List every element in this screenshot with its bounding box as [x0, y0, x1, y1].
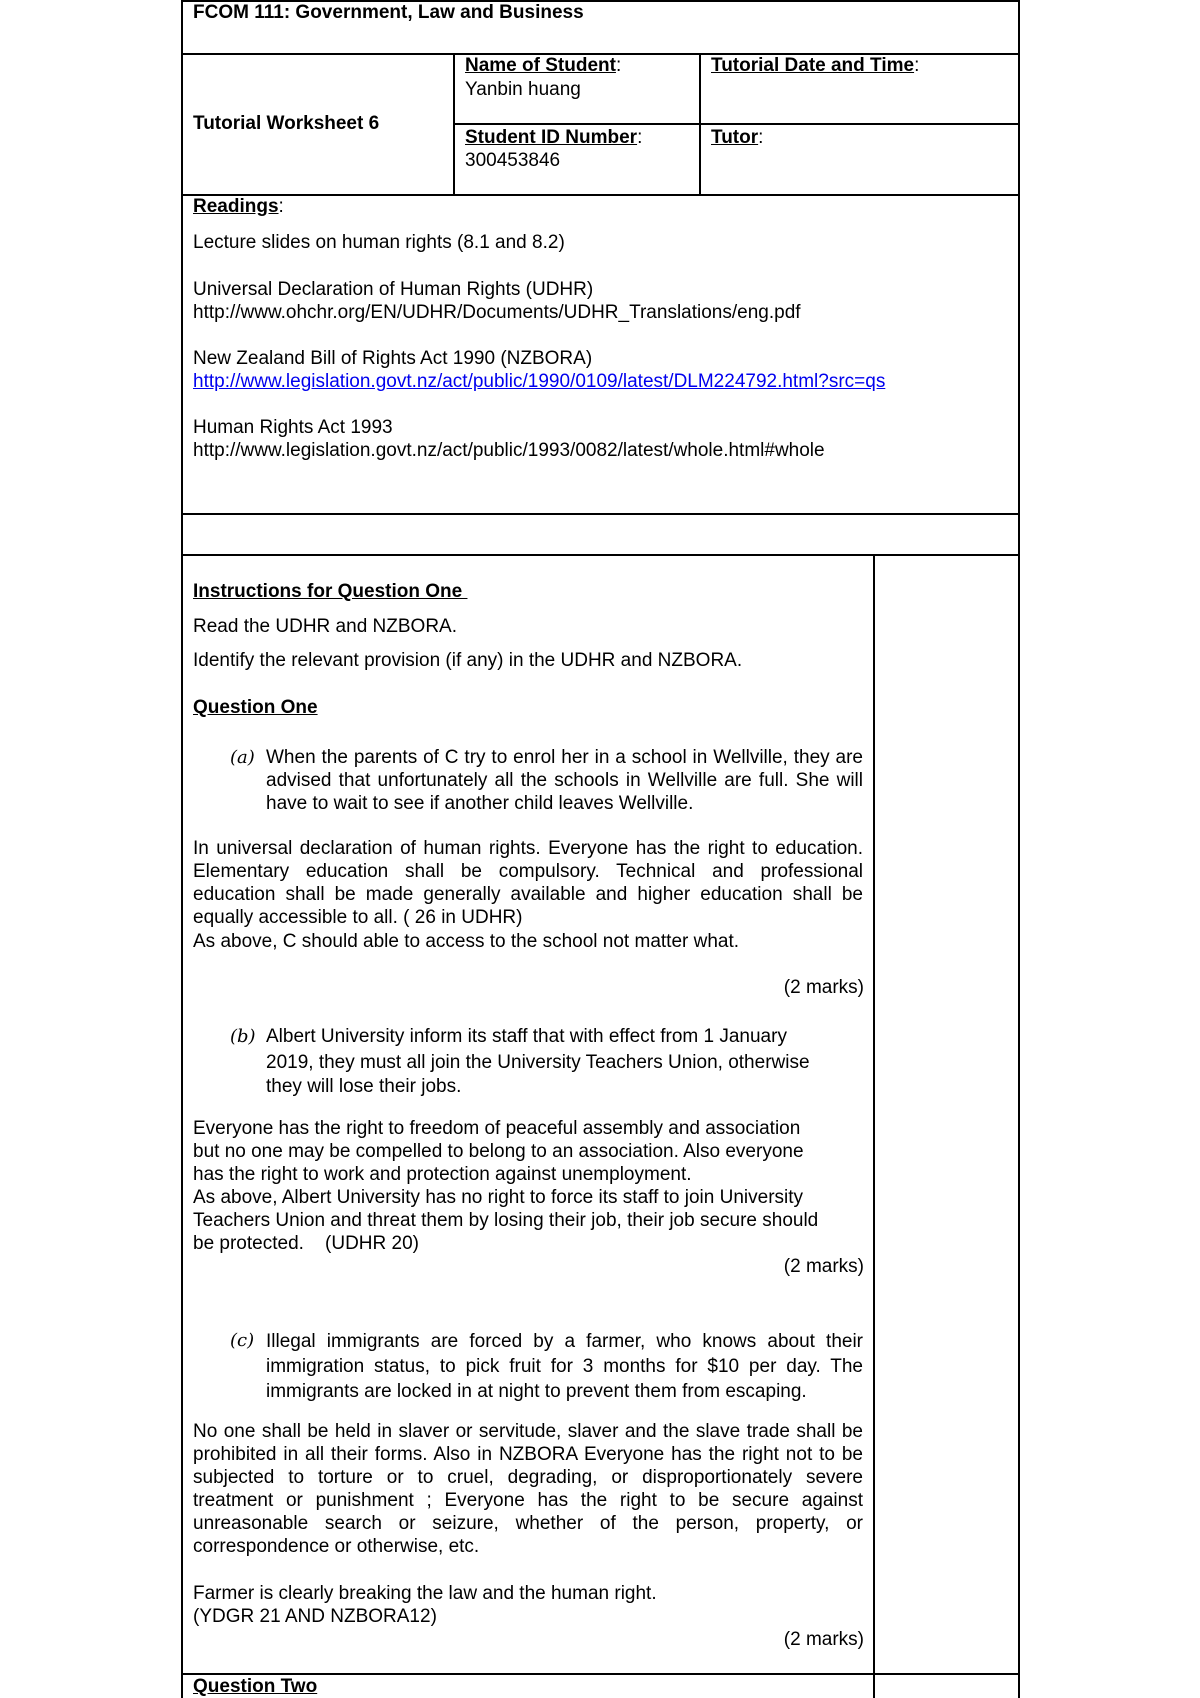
- course-title: FCOM 111: Government, Law and Business: [193, 2, 584, 23]
- instruction-text: Read the UDHR and NZBORA.: [193, 616, 457, 637]
- worksheet-title: Tutorial Worksheet 6: [193, 113, 380, 134]
- part-c-prompt: Illegal immigrants are forced by a farmer, who knows about their immigration status, to pick fruit for 3 months for $10 per day. The immigrants are locked in at night to prevent them from escaping.: [266, 1331, 863, 1402]
- part-c-marks: (2 marks): [783, 1629, 864, 1650]
- part-b-prompt: 2019, they must all join the University Teachers Union, otherwise: [266, 1052, 810, 1073]
- instruction-text: Identify the relevant provision (if any) in the UDHR and NZBORA.: [193, 650, 743, 671]
- part-a-label: (a): [230, 747, 255, 768]
- student-name-value: Yanbin huang: [465, 79, 581, 100]
- row-divider: [181, 194, 1020, 196]
- part-a-answer: In universal declaration of human rights. Everyone has the right to education. Elementary education shall be compulsory. Technical and professional education shall be made generally available and higher education shall be equally accessible to all. ( 26 in UDHR): [193, 838, 863, 928]
- student-name-field: [465, 54, 621, 77]
- col-divider: [873, 554, 875, 1698]
- part-c-answer: Farmer is clearly breaking the law and the human right.: [193, 1583, 657, 1604]
- row-divider: [181, 513, 1020, 515]
- student-id-value: 300453846: [465, 150, 561, 171]
- part-a-prompt: When the parents of C try to enrol her in a school in Wellville, they are advised that unfortunately all the schools in Wellville are full. She will have to wait to see if another child leaves Wellville.: [266, 747, 863, 814]
- reading-lecture-slides: Lecture slides on human rights (8.1 and 8.2): [193, 232, 565, 253]
- part-c-answer: (YDGR 21 AND NZBORA12): [193, 1606, 437, 1627]
- student-name-label: Name of Student: [465, 55, 616, 76]
- part-b-prompt: they will lose their jobs.: [266, 1076, 462, 1097]
- colon: :: [914, 55, 920, 76]
- student-id-label: Student ID Number: [465, 127, 638, 148]
- part-b-answer: but no one may be compelled to belong to an association. Also everyone: [193, 1141, 804, 1162]
- part-b-marks: (2 marks): [783, 1256, 864, 1277]
- readings-heading: Readings:: [193, 196, 284, 217]
- reading-nzbora-link[interactable]: http://www.legislation.govt.nz/act/public/1990/0109/latest/DLM224792.html?src=qs: [193, 371, 886, 392]
- row-divider: [453, 123, 1020, 125]
- reading-hra-title: Human Rights Act 1993: [193, 417, 393, 438]
- part-a-marks: (2 marks): [783, 977, 864, 998]
- colon: :: [637, 127, 643, 148]
- reading-udhr-url: http://www.ohchr.org/EN/UDHR/Documents/UDHR_Translations/eng.pdf: [193, 302, 801, 323]
- question-two-heading: Question Two: [193, 1676, 318, 1697]
- part-b-answer: Teachers Union and threat them by losing their job, their job secure should: [193, 1210, 819, 1231]
- tutor-field: [711, 126, 763, 149]
- part-b-answer: be protected. (UDHR 20): [193, 1233, 419, 1254]
- row-divider: [181, 554, 1020, 556]
- part-c-answer: No one shall be held in slaver or servitude, slaver and the slave trade shall be prohibited in all their forms. Also in NZBORA Everyone has the right not to be subjected to torture or to cruel, degrading, or disproportionately severe treatment or punishment ; Everyone has the right to be secure against unreasonable search or seizure, whether of the person, property, or correspondence or otherwise, etc.: [193, 1421, 863, 1557]
- tutorial-date-label: Tutorial Date and Time: [711, 55, 915, 76]
- part-a-answer: As above, C should able to access to the school not matter what.: [193, 931, 740, 952]
- colon: :: [615, 55, 622, 76]
- colon: :: [758, 127, 764, 148]
- part-b-prompt: Albert University inform its staff that with effect from 1 January: [266, 1026, 787, 1047]
- tutorial-date-field: [711, 54, 919, 77]
- tutor-label: Tutor: [711, 127, 759, 148]
- part-b-label: (b): [230, 1026, 256, 1047]
- instructions-heading: Instructions for Question One: [193, 581, 468, 602]
- student-id-field: [465, 126, 642, 149]
- table-border-right: [1018, 0, 1020, 1698]
- reading-nzbora-title: New Zealand Bill of Rights Act 1990 (NZBORA): [193, 348, 593, 369]
- part-b-answer: has the right to work and protection against unemployment.: [193, 1164, 692, 1185]
- table-border-left: [181, 0, 183, 1698]
- part-c-label: (c): [230, 1330, 255, 1351]
- reading-udhr-title: Universal Declaration of Human Rights (UDHR): [193, 279, 594, 300]
- part-b-answer: As above, Albert University has no right to force its staff to join University: [193, 1187, 804, 1208]
- reading-hra-url: http://www.legislation.govt.nz/act/public/1993/0082/latest/whole.html#whole: [193, 440, 825, 461]
- part-b-answer: Everyone has the right to freedom of peaceful assembly and association: [193, 1118, 801, 1139]
- question-one-heading: Question One: [193, 697, 318, 718]
